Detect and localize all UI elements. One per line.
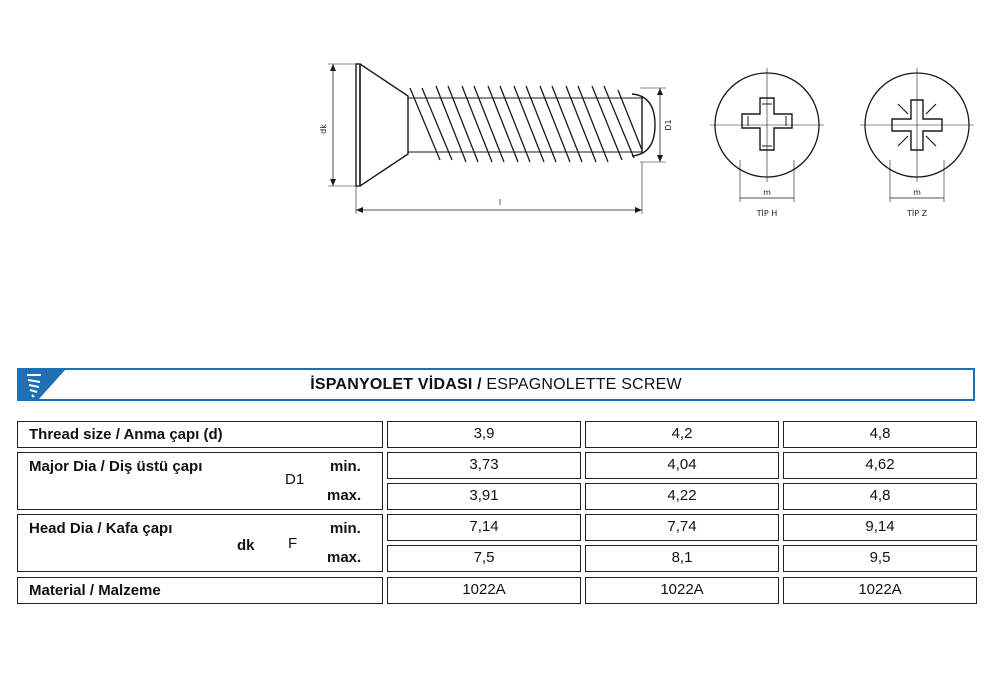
banner-title (19, 376, 973, 394)
major-dia-max-value: 4,8 (783, 483, 977, 510)
label-tip-z: TİP Z (906, 209, 928, 218)
dim-label-m-tip-z: m (913, 188, 921, 197)
major-dia-min-value: 3,73 (387, 452, 581, 479)
major-dia-label-cell (17, 452, 383, 510)
major-dia-min-value: 4,62 (783, 452, 977, 479)
material-label-cell (17, 577, 383, 604)
head-dia-label: Head Dia / Kafa çapı (29, 520, 173, 537)
head-dia-label-cell (17, 514, 383, 572)
screw-technical-drawing (0, 0, 1000, 260)
major-dia-max-value: 4,22 (585, 483, 779, 510)
thread-size-label: Thread size / Anma çapı (d) (29, 426, 223, 443)
material-value: 1022A (783, 577, 977, 604)
major-dia-max-value: 3,91 (387, 483, 581, 510)
major-dia-min-value: 4,04 (585, 452, 779, 479)
major-dia-min-label: min. (330, 458, 361, 475)
thread-size-value: 4,8 (783, 421, 977, 448)
screw-side-view (328, 64, 666, 214)
head-dia-max-label: max. (327, 549, 362, 566)
major-dia-symbol: D1 (285, 471, 305, 488)
dim-label-d1: D1 (664, 119, 673, 131)
major-dia-label: Major Dia / Diş üstü çapı (29, 458, 203, 475)
material-value: 1022A (585, 577, 779, 604)
thread-flights (410, 86, 642, 162)
thread-size-label-cell (17, 421, 383, 448)
head-dia-min-value: 9,14 (783, 514, 977, 541)
thread-size-value: 4,2 (585, 421, 779, 448)
major-dia-max-label: max. (327, 487, 362, 504)
head-dia-min-value: 7,14 (387, 514, 581, 541)
head-dia-max-value: 8,1 (585, 545, 779, 572)
dim-label-m-tip-h: m (763, 188, 771, 197)
tip-z-head-view (860, 68, 974, 202)
dim-label-l: l (498, 198, 502, 207)
product-title-banner (17, 368, 975, 401)
material-label: Material / Malzeme (29, 582, 161, 599)
head-dia-min-value: 7,74 (585, 514, 779, 541)
head-dia-symbol-dk: dk (237, 537, 255, 554)
banner-title-regular: ESPAGNOLETTE SCREW (481, 376, 682, 393)
thread-size-value: 3,9 (387, 421, 581, 448)
banner-title-bold: İSPANYOLET VİDASI / (310, 376, 482, 393)
head-dia-max-value: 9,5 (783, 545, 977, 572)
head-dia-max-value: 7,5 (387, 545, 581, 572)
head-dia-symbol-f: F (288, 535, 298, 552)
dim-label-dk: dk (319, 124, 328, 134)
tip-h-head-view (710, 68, 824, 202)
head-dia-min-label: min. (330, 520, 361, 537)
label-tip-h: TİP H (756, 209, 778, 218)
material-value: 1022A (387, 577, 581, 604)
